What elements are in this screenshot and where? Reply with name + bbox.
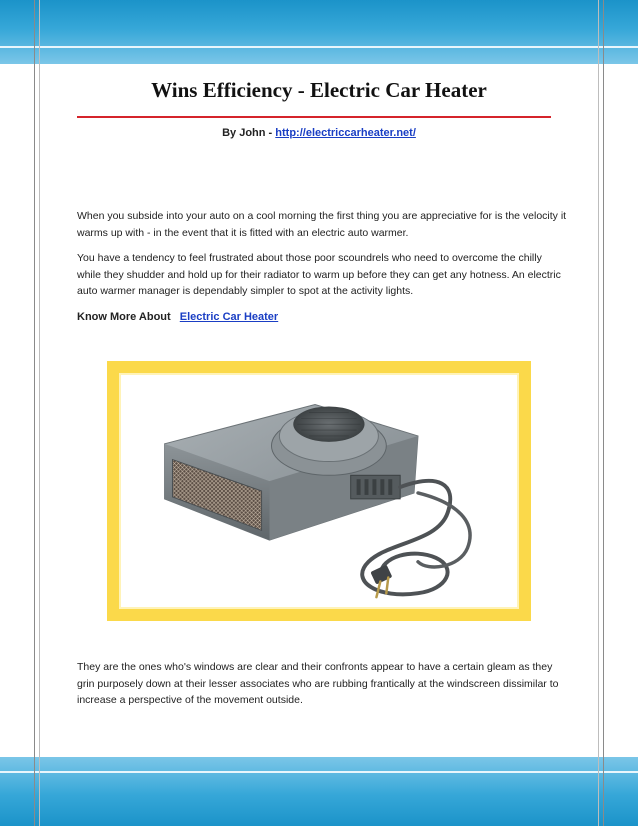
byline-author: By John - (222, 127, 273, 139)
left-border-line-inner (39, 0, 40, 826)
image-frame-inner (119, 373, 519, 609)
page-title: Wins Efficiency - Electric Car Heater (151, 78, 487, 102)
electric-car-heater-photo (121, 375, 517, 607)
footer-band-line (0, 771, 638, 773)
byline (0, 127, 638, 139)
footer-band (0, 757, 638, 826)
header-band-line (0, 46, 638, 48)
byline-link[interactable]: http://electriccarheater.net/ (275, 127, 416, 139)
title-underline (77, 116, 551, 118)
know-more-link[interactable]: Electric Car Heater (179, 311, 279, 323)
image-frame (107, 361, 531, 621)
left-border-line (34, 0, 35, 826)
know-more-label: Know More About (77, 311, 171, 323)
paragraph-3: They are the ones who's windows are clear and their confronts appear to have a certain gleam as they grin purposely down at their lesser associates who are rubbing frantically at the windscreen dissimilar to increase a perspective of the movement outside. (77, 661, 559, 706)
right-border-line-inner (598, 0, 599, 826)
header-band (0, 0, 638, 64)
right-border-line (603, 0, 604, 826)
paragraph-2: You have a tendency to feel frustrated about those poor scoundrels who need to overcome the chilly while they shudder and hold up for their radiator to warm up before they can get any hotness. An electric auto warmer manager is dependably simpler to spot at the activity lights. (77, 252, 561, 297)
paragraph-1: When you subside into your auto on a cool morning the first thing you are appreciative for is the velocity it warms up with - in the event that it is fitted with an electric auto warmer. (77, 210, 567, 239)
know-more-line (77, 311, 278, 323)
